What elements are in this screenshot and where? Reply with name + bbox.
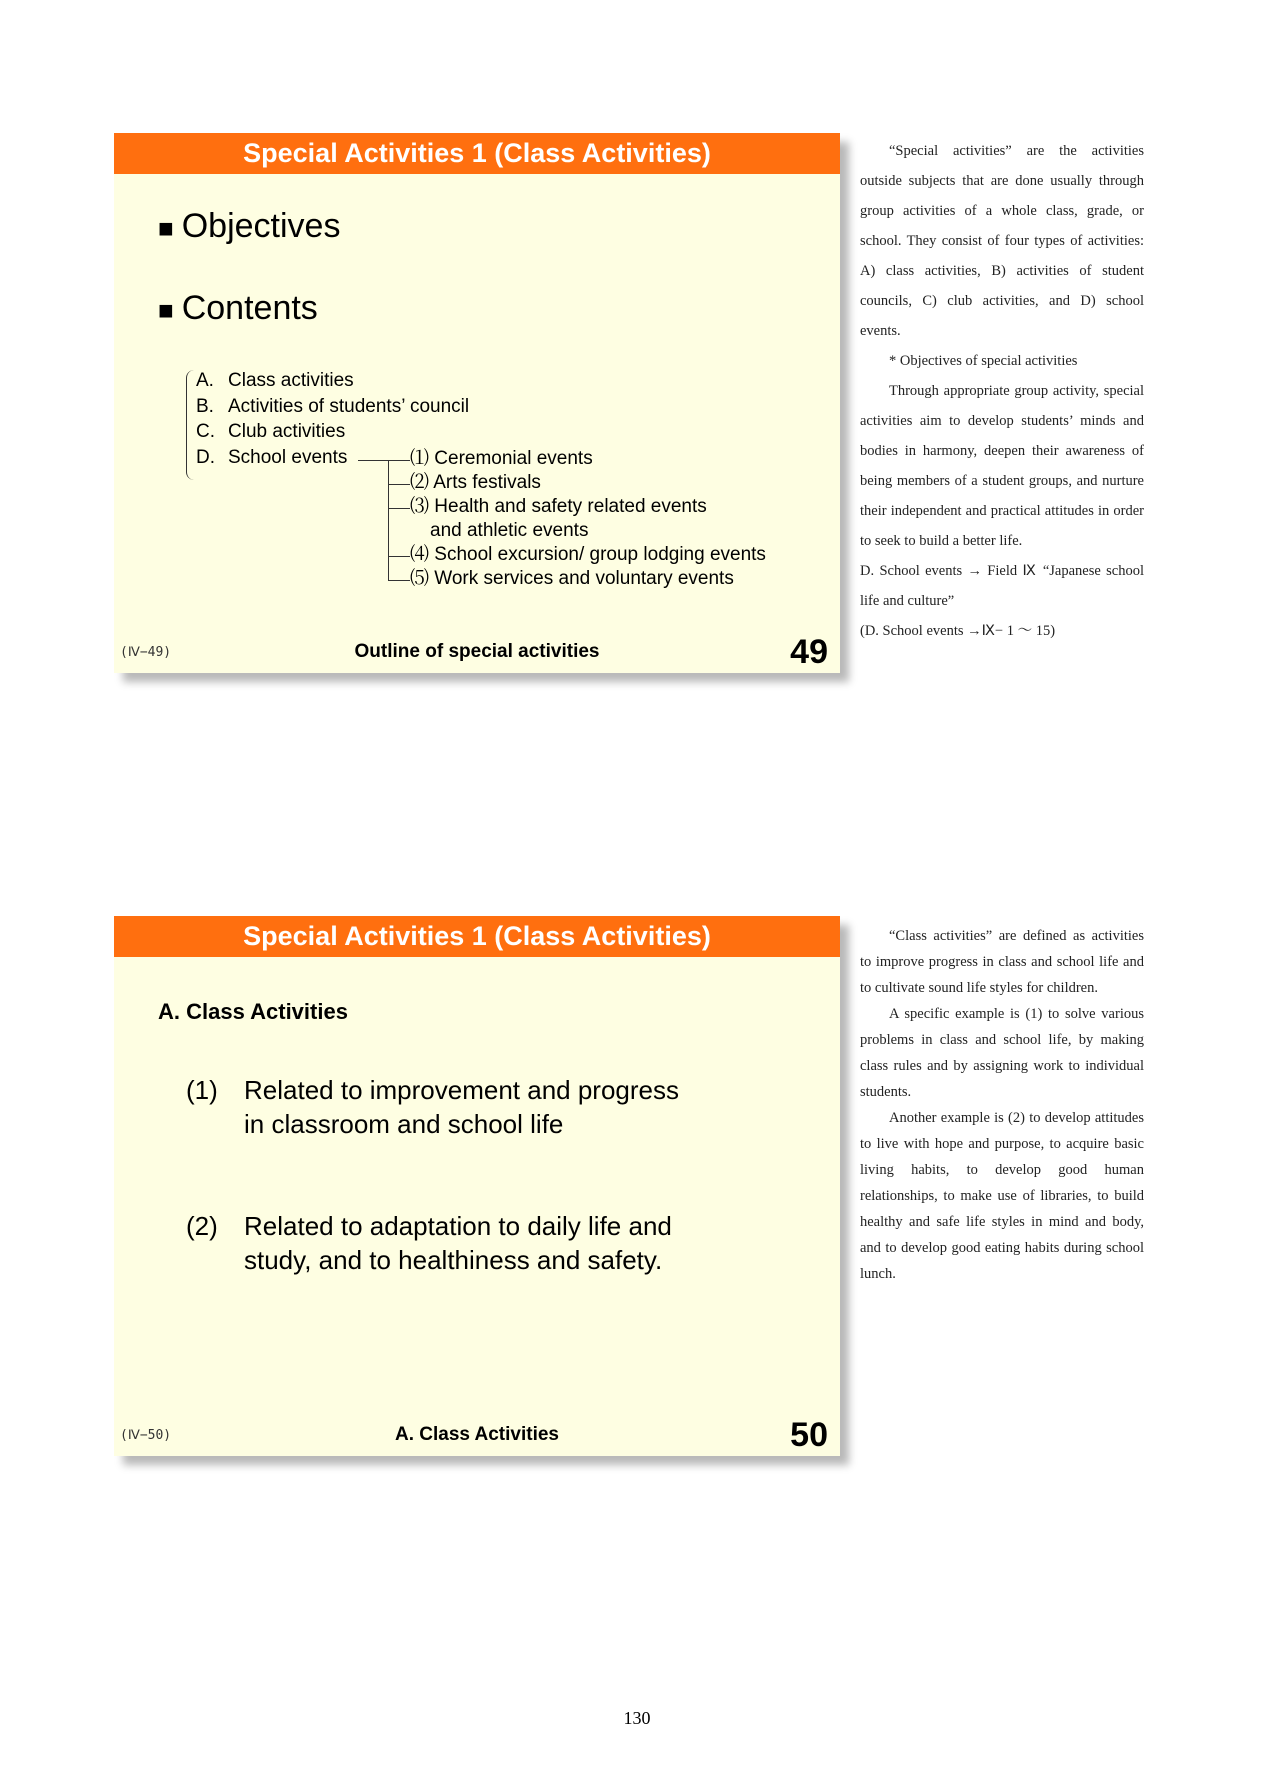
square-bullet-icon: ■ [158, 295, 174, 325]
slide-code: (Ⅳ−49) [120, 645, 172, 660]
tree-connector [358, 460, 388, 461]
section-heading: A. Class Activities [158, 999, 348, 1024]
school-event-item: ⑸ Work services and voluntary events [410, 568, 734, 589]
slide-49 [114, 133, 840, 673]
list-item: D. School events [196, 446, 348, 468]
page-number: 130 [623, 1708, 651, 1728]
note-paragraph: A specific example is (1) to solve various problems in class and school life, by making class rules and by assigning work to individual students. [860, 1006, 1144, 1100]
slide-caption: A. Class Activities [394, 1424, 560, 1445]
school-event-item: and athletic events [430, 520, 589, 541]
slide-caption: Outline of special activities [354, 641, 600, 662]
notes-50 [860, 923, 1144, 1287]
note-paragraph: (D. School events →Ⅸ− 1 ～ 15) [860, 623, 1056, 639]
tree-connector [388, 460, 410, 461]
square-bullet-icon: ■ [158, 213, 174, 243]
tree-connector [388, 508, 410, 509]
slide-footer [114, 1416, 840, 1456]
note-paragraph: D. School events → Field Ⅸ “Japanese school life and culture” [860, 563, 1144, 609]
school-event-item: ⑵ Arts festivals [410, 472, 541, 493]
tree-connector [388, 460, 389, 580]
slide-number: 49 [790, 633, 828, 671]
school-event-item: ⑴ Ceremonial events [410, 448, 593, 469]
tree-connector [388, 484, 410, 485]
list-item: B. Activities of students’ council [196, 395, 470, 417]
class-activity-item: (1) Related to improvement and progress in classroom and school life [186, 1075, 680, 1139]
note-paragraph: Through appropriate group activity, special activities aim to develop students’ minds and bodies in harmony, deepen their awareness of being members of a student groups, and nurture their independent and practical attitudes in order to seek to build a better life. [860, 383, 1144, 549]
slide-title: Special Activities 1 (Class Activities) [114, 133, 840, 174]
note-paragraph: “Class activities” are defined as activities to improve progress in class and school life and to cultivate sound life styles for children. [860, 928, 1144, 996]
heading-contents: ■ Contents [158, 289, 318, 327]
note-paragraph: Another example is (2) to develop attitudes to live with hope and purpose, to acquire basic living habits, to develop good human relationships, to make use of libraries, to build healthy and safe life styles in mind and body, and to develop good eating habits during school lunch. [860, 1110, 1144, 1282]
class-activity-item: (2) Related to adaptation to daily life and study, and to healthiness and safety. [186, 1211, 672, 1275]
note-paragraph: “Special activities” are the activities outside subjects that are done usually through group activities of a whole class, grade, or school. They consist of four types of activities: A) class activities, B) activities of student councils, C) club activities, and D) school events. [860, 143, 1144, 339]
slide-footer [114, 633, 840, 673]
tree-connector [388, 556, 410, 557]
note-subheading: * Objectives of special activities [889, 353, 1078, 369]
slide-50 [114, 916, 840, 1456]
notes-49 [860, 136, 1144, 646]
heading-objectives: ■ Objectives [158, 207, 341, 245]
slide-code: (Ⅳ−50) [120, 1428, 172, 1443]
slide-number: 50 [790, 1416, 828, 1454]
school-event-item: ⑶ Health and safety related events [410, 496, 707, 517]
tree-connector [388, 580, 410, 581]
list-item: C. Club activities [196, 421, 346, 442]
school-event-item: ⑷ School excursion/ group lodging events [410, 544, 766, 565]
slide-title: Special Activities 1 (Class Activities) [114, 916, 840, 957]
list-item: A. Class activities [196, 370, 354, 391]
